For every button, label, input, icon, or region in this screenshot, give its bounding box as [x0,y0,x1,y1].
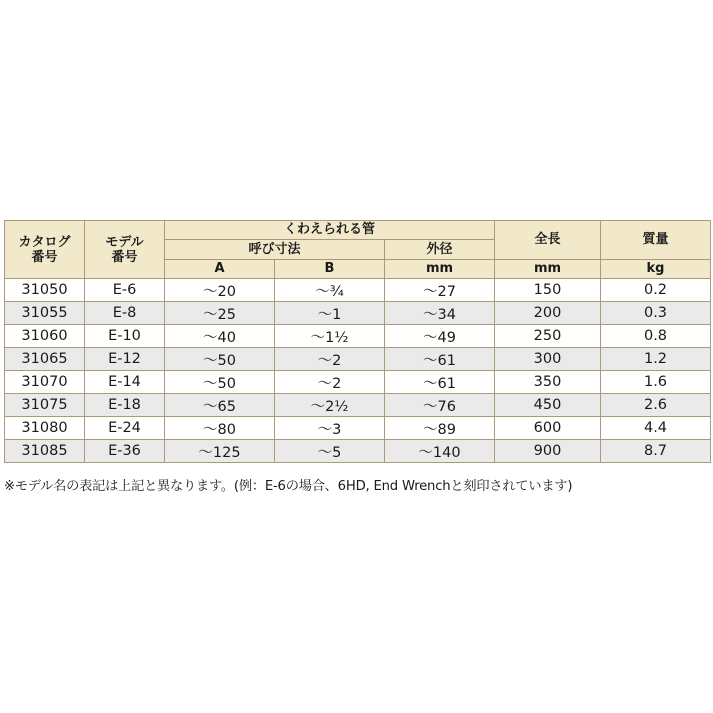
cell-mass: 0.2 [601,279,711,302]
cell-catalog: 31055 [5,302,85,325]
cell-mass: 8.7 [601,440,711,463]
cell-model: E-12 [85,348,165,371]
cell-size-a: ～50 [165,371,275,394]
table-row [5,279,711,302]
table-row [5,302,711,325]
cell-total-length: 150 [495,279,601,302]
cell-outer-diameter: ～27 [385,279,495,302]
cell-total-length: 450 [495,394,601,417]
header-model-no [85,221,165,279]
cell-size-b: ～¾ [275,279,385,302]
cell-size-b: ～1 [275,302,385,325]
header-outer-diameter: 外径 [385,240,495,260]
header-model-no-line1: モデル [105,234,144,250]
cell-model: E-14 [85,371,165,394]
table-row [5,440,711,463]
header-nominal-size: 呼び寸法 [165,240,385,260]
cell-catalog: 31050 [5,279,85,302]
cell-size-b: ～2 [275,371,385,394]
table-row [5,325,711,348]
cell-model: E-6 [85,279,165,302]
cell-size-a: ～20 [165,279,275,302]
cell-total-length: 600 [495,417,601,440]
cell-mass: 1.6 [601,371,711,394]
cell-mass: 2.6 [601,394,711,417]
cell-size-a: ～25 [165,302,275,325]
spec-table [4,220,711,463]
cell-catalog: 31065 [5,348,85,371]
cell-outer-diameter: ～49 [385,325,495,348]
cell-size-a: ～40 [165,325,275,348]
cell-model: E-24 [85,417,165,440]
cell-outer-diameter: ～89 [385,417,495,440]
header-col-b: B [275,260,385,279]
cell-size-b: ～2½ [275,394,385,417]
header-mass: 質量 [601,221,711,260]
cell-mass: 0.3 [601,302,711,325]
cell-mass: 0.8 [601,325,711,348]
cell-total-length: 300 [495,348,601,371]
header-catalog-no-line1: カタログ [18,234,71,250]
header-grippable-pipe: くわえられる管 [165,221,495,240]
header-catalog-no-line2: 番号 [31,249,58,265]
cell-outer-diameter: ～61 [385,371,495,394]
cell-catalog: 31085 [5,440,85,463]
cell-size-a: ～50 [165,348,275,371]
header-col-a: A [165,260,275,279]
header-outer-unit: mm [385,260,495,279]
cell-size-a: ～65 [165,394,275,417]
cell-outer-diameter: ～34 [385,302,495,325]
cell-size-b: ～2 [275,348,385,371]
cell-catalog: 31070 [5,371,85,394]
header-catalog-no [5,221,85,279]
cell-model: E-10 [85,325,165,348]
cell-size-b: ～3 [275,417,385,440]
cell-size-a: ～125 [165,440,275,463]
cell-total-length: 250 [495,325,601,348]
cell-catalog: 31075 [5,394,85,417]
cell-total-length: 900 [495,440,601,463]
table-row [5,348,711,371]
header-total-length: 全長 [495,221,601,260]
cell-model: E-36 [85,440,165,463]
footnote: ※モデル名の表記は上記と異なります。(例：E-6の場合、6HD, End Wrenchと刻印されています) [4,479,573,494]
table-row [5,417,711,440]
header-model-no-line2: 番号 [111,249,138,265]
cell-total-length: 350 [495,371,601,394]
cell-model: E-18 [85,394,165,417]
cell-size-b: ～1½ [275,325,385,348]
cell-catalog: 31080 [5,417,85,440]
table-header [5,221,711,279]
cell-mass: 4.4 [601,417,711,440]
table-row [5,394,711,417]
table-body [5,279,711,463]
cell-size-a: ～80 [165,417,275,440]
cell-total-length: 200 [495,302,601,325]
table-row [5,371,711,394]
cell-model: E-8 [85,302,165,325]
header-mass-unit: kg [601,260,711,279]
cell-outer-diameter: ～76 [385,394,495,417]
cell-catalog: 31060 [5,325,85,348]
cell-outer-diameter: ～61 [385,348,495,371]
cell-outer-diameter: ～140 [385,440,495,463]
cell-size-b: ～5 [275,440,385,463]
header-length-unit: mm [495,260,601,279]
cell-mass: 1.2 [601,348,711,371]
